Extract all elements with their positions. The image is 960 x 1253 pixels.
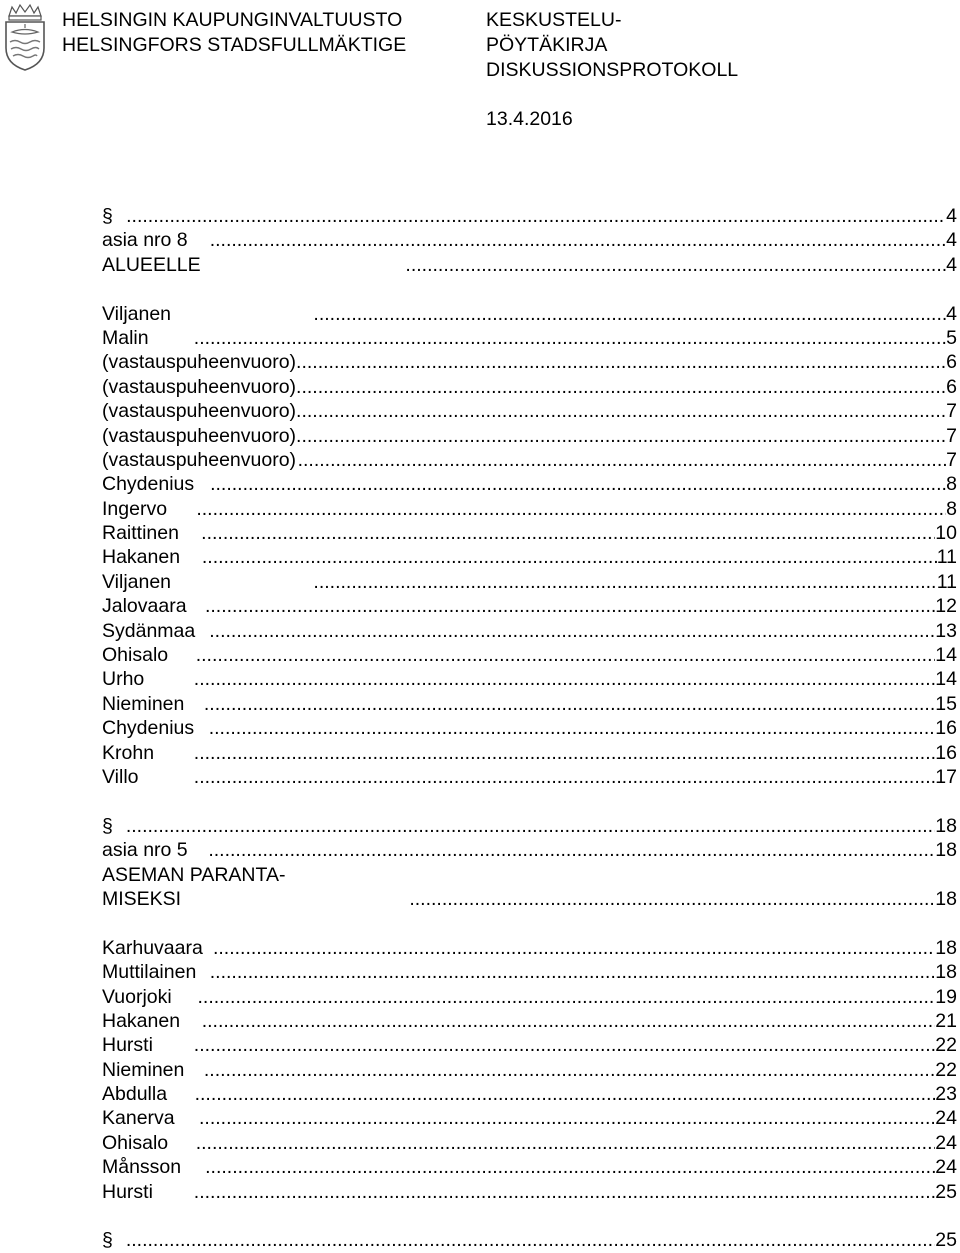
toc-entry-title: (vastauspuheenvuoro) xyxy=(102,424,297,447)
toc-entry-page: 22 xyxy=(935,1058,957,1081)
toc-entry[interactable] xyxy=(102,936,957,960)
toc-entry-title: Malin xyxy=(102,326,149,349)
toc-dot-leader xyxy=(194,1033,936,1057)
toc-entry[interactable] xyxy=(102,350,957,374)
toc-dot-leader xyxy=(210,960,936,984)
toc-dot-leader xyxy=(201,521,935,545)
toc-entry-page: 11 xyxy=(936,546,957,569)
toc-entry-page: 18 xyxy=(935,887,957,910)
toc-dot-leader xyxy=(194,667,936,691)
toc-entry-page: 10 xyxy=(935,522,957,545)
toc-entry-title: Abdulla xyxy=(102,1083,168,1106)
toc-entry-title: Hakanen xyxy=(102,1009,181,1032)
toc-entry-title: asia nro 8 xyxy=(102,229,188,252)
toc-entry[interactable] xyxy=(102,1228,957,1252)
toc-entry[interactable] xyxy=(102,1106,957,1130)
document-type-line2: PÖYTÄKIRJA xyxy=(486,34,608,56)
toc-entry-page: 4 xyxy=(946,253,957,276)
toc-entry-title: ASEMAN PARANTA- MISEKSI xyxy=(102,863,286,910)
toc-entry-page: 18 xyxy=(935,814,957,837)
toc-entry-title: Nieminen xyxy=(102,692,185,715)
toc-entry-page: 18 xyxy=(935,961,957,984)
toc-entry-title: Karhuvaara xyxy=(102,936,203,959)
table-of-contents xyxy=(102,204,957,1253)
toc-entry-page: 14 xyxy=(935,668,957,691)
toc-entry-title: Ohisalo xyxy=(102,644,169,667)
toc-entry-page: 23 xyxy=(935,1083,957,1106)
toc-dot-leader xyxy=(126,204,946,228)
document-date: 13.4.2016 xyxy=(486,108,573,130)
toc-entry-title: Viljanen xyxy=(102,302,172,325)
toc-entry-page: 11 xyxy=(936,570,957,593)
toc-entry[interactable] xyxy=(102,838,957,862)
toc-entry[interactable] xyxy=(102,643,957,667)
toc-entry[interactable] xyxy=(102,521,957,545)
toc-entry-title: (vastauspuheenvuoro) xyxy=(102,448,297,471)
organization-name xyxy=(62,8,406,58)
toc-dot-leader xyxy=(210,472,946,496)
toc-entry-title: Chydenius xyxy=(102,473,195,496)
toc-entry-title: (vastauspuheenvuoro) xyxy=(102,351,297,374)
toc-dot-leader xyxy=(409,887,935,911)
toc-entry-page: 22 xyxy=(935,1034,957,1057)
toc-entry-page: 6 xyxy=(946,351,957,374)
toc-entry-title: Nieminen xyxy=(102,1058,185,1081)
document-type xyxy=(486,8,738,83)
toc-dot-leader xyxy=(126,814,935,838)
toc-entry-title: (vastauspuheenvuoro) xyxy=(102,400,297,423)
toc-entry[interactable] xyxy=(102,985,957,1009)
toc-dot-leader xyxy=(209,716,936,740)
toc-dot-leader xyxy=(298,448,947,472)
toc-entry[interactable] xyxy=(102,863,957,912)
toc-dot-leader xyxy=(199,1106,935,1130)
helsinki-crest-icon xyxy=(3,2,47,72)
toc-entry-page: 16 xyxy=(935,741,957,764)
toc-entry-page: 8 xyxy=(946,497,957,520)
toc-entry[interactable] xyxy=(102,570,957,594)
toc-entry-page: 6 xyxy=(946,375,957,398)
toc-entry[interactable] xyxy=(102,1180,957,1204)
toc-entry[interactable] xyxy=(102,1058,957,1082)
toc-entry-page: 17 xyxy=(935,765,957,788)
toc-dot-leader xyxy=(195,1082,936,1106)
toc-group-gap xyxy=(102,789,957,813)
toc-entry[interactable] xyxy=(102,497,957,521)
toc-entry[interactable] xyxy=(102,375,957,399)
toc-entry-title: Hursti xyxy=(102,1180,153,1203)
toc-entry-page: 7 xyxy=(946,424,957,447)
toc-entry[interactable] xyxy=(102,228,957,252)
toc-dot-leader xyxy=(205,594,935,618)
toc-entry-page: 4 xyxy=(946,302,957,325)
toc-entry-page: 13 xyxy=(935,619,957,642)
toc-entry-page: 19 xyxy=(935,985,957,1008)
toc-entry-page: 21 xyxy=(935,1009,957,1032)
toc-entry[interactable] xyxy=(102,765,957,789)
toc-dot-leader xyxy=(313,570,936,594)
toc-dot-leader xyxy=(205,1155,935,1179)
toc-entry-title: Kanerva xyxy=(102,1107,175,1130)
toc-entry-page: 25 xyxy=(935,1229,957,1252)
toc-entry-title: Krohn xyxy=(102,741,155,764)
toc-entry-title: Viljanen xyxy=(102,570,172,593)
document-type-line1: KESKUSTELU- xyxy=(486,9,622,31)
toc-group-gap xyxy=(102,911,957,935)
toc-entry[interactable] xyxy=(102,619,957,643)
toc-entry-title: Villo xyxy=(102,765,139,788)
toc-entry-title: Månsson xyxy=(102,1156,182,1179)
toc-entry[interactable] xyxy=(102,326,957,350)
toc-dot-leader xyxy=(204,692,935,716)
toc-entry-page: 8 xyxy=(946,473,957,496)
toc-entry-page: 18 xyxy=(935,936,957,959)
toc-entry[interactable] xyxy=(102,814,957,838)
toc-dot-leader xyxy=(313,302,946,326)
toc-entry-page: 4 xyxy=(946,229,957,252)
document-type-line3: DISKUSSIONSPROTOKOLL xyxy=(486,59,739,81)
toc-entry-page: 24 xyxy=(935,1131,957,1154)
toc-entry[interactable] xyxy=(102,1009,957,1033)
toc-entry[interactable] xyxy=(102,1131,957,1155)
toc-dot-leader xyxy=(296,399,946,423)
toc-entry-title: Vuorjoki xyxy=(102,985,172,1008)
toc-entry-page: 5 xyxy=(946,326,957,349)
toc-entry-title: § xyxy=(102,814,113,837)
toc-entry-title: § xyxy=(102,1229,113,1252)
toc-entry-title: Hakanen xyxy=(102,546,181,569)
toc-entry[interactable] xyxy=(102,545,957,569)
toc-dot-leader xyxy=(196,1131,936,1155)
toc-entry[interactable] xyxy=(102,1033,957,1057)
toc-entry-page: 15 xyxy=(935,692,957,715)
toc-entry-title: Chydenius xyxy=(102,717,195,740)
toc-entry[interactable] xyxy=(102,741,957,765)
toc-entry-page: 24 xyxy=(935,1156,957,1179)
toc-entry-page: 7 xyxy=(946,400,957,423)
toc-dot-leader xyxy=(126,1228,935,1252)
toc-dot-leader xyxy=(196,643,936,667)
organization-name-sv: HELSINGFORS STADSFULLMÄKTIGE xyxy=(62,34,407,56)
toc-entry-page: 14 xyxy=(935,644,957,667)
toc-entry[interactable] xyxy=(102,253,957,277)
toc-entry-page: 18 xyxy=(935,839,957,862)
toc-dot-leader xyxy=(202,545,937,569)
toc-dot-leader xyxy=(196,497,946,521)
toc-entry-title: Hursti xyxy=(102,1034,153,1057)
toc-dot-leader xyxy=(209,619,935,643)
toc-entry[interactable] xyxy=(102,594,957,618)
toc-dot-leader xyxy=(198,985,936,1009)
toc-dot-leader xyxy=(296,424,946,448)
toc-entry-title: Muttilainen xyxy=(102,961,197,984)
toc-entry[interactable] xyxy=(102,472,957,496)
toc-entry-title: asia nro 5 xyxy=(102,839,188,862)
toc-entry[interactable] xyxy=(102,204,957,228)
toc-entry-page: 16 xyxy=(935,717,957,740)
toc-entry[interactable] xyxy=(102,302,957,326)
toc-entry-page: 12 xyxy=(935,595,957,618)
toc-entry[interactable] xyxy=(102,448,957,472)
toc-entry[interactable] xyxy=(102,716,957,740)
toc-entry-page: 24 xyxy=(935,1107,957,1130)
toc-entry-title: § xyxy=(102,204,113,227)
toc-entry-title: Urho xyxy=(102,668,145,691)
toc-entry-title: Raittinen xyxy=(102,522,179,545)
toc-dot-leader xyxy=(296,350,946,374)
toc-entry-title: Ingervo xyxy=(102,497,168,520)
toc-dot-leader xyxy=(204,1058,935,1082)
organization-name-fi: HELSINGIN KAUPUNGINVALTUUSTO xyxy=(62,9,403,31)
toc-dot-leader xyxy=(405,253,946,277)
toc-dot-leader xyxy=(194,326,946,350)
toc-entry[interactable] xyxy=(102,1155,957,1179)
toc-group-gap xyxy=(102,277,957,301)
toc-entry[interactable] xyxy=(102,424,957,448)
toc-entry-page: 25 xyxy=(935,1180,957,1203)
toc-dot-leader xyxy=(210,228,946,252)
toc-entry[interactable] xyxy=(102,1082,957,1106)
toc-entry-title: Jalovaara xyxy=(102,595,187,618)
toc-dot-leader xyxy=(202,1009,936,1033)
toc-group-gap xyxy=(102,1204,957,1228)
toc-entry-title: ALUEELLE xyxy=(102,253,201,276)
toc-entry[interactable] xyxy=(102,960,957,984)
toc-entry-title: Sydänmaa xyxy=(102,619,196,642)
toc-dot-leader xyxy=(208,838,935,862)
toc-dot-leader xyxy=(296,375,946,399)
toc-dot-leader xyxy=(194,765,936,789)
toc-dot-leader xyxy=(194,1180,936,1204)
toc-entry-page: 4 xyxy=(946,204,957,227)
toc-dot-leader xyxy=(213,936,935,960)
toc-entry-page: 7 xyxy=(946,448,957,471)
toc-entry[interactable] xyxy=(102,692,957,716)
toc-entry-title: (vastauspuheenvuoro) xyxy=(102,375,297,398)
toc-entry-title: Ohisalo xyxy=(102,1131,169,1154)
toc-entry[interactable] xyxy=(102,399,957,423)
toc-dot-leader xyxy=(194,741,936,765)
toc-entry[interactable] xyxy=(102,667,957,691)
